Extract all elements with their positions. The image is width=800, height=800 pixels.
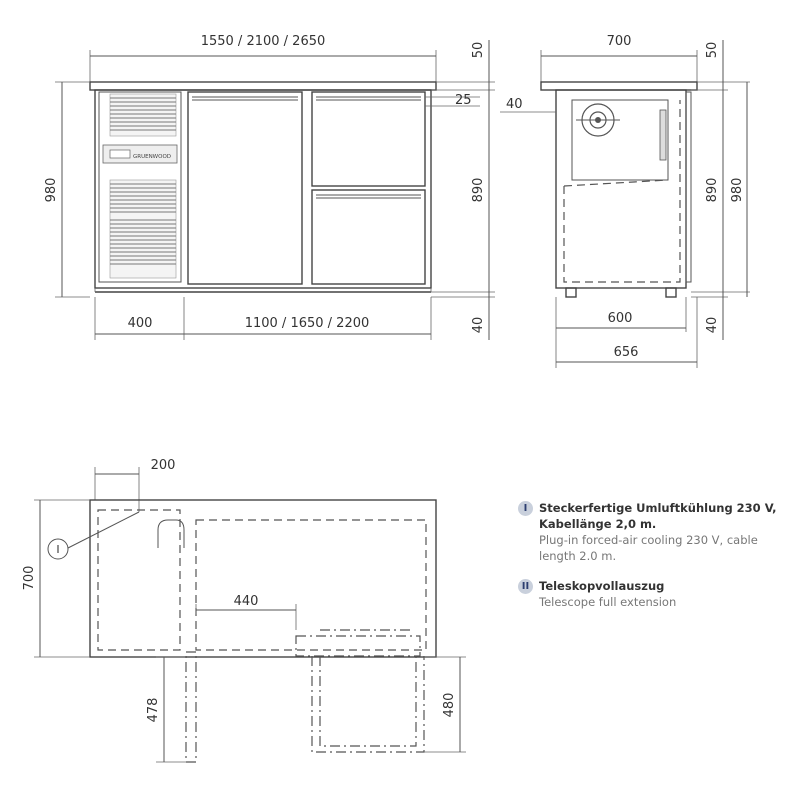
- dim-front-total-width: 1550 / 2100 / 2650: [200, 34, 326, 49]
- door: [188, 92, 302, 284]
- legend-subtitle: Plug-in forced-air cooling 230 V, cable length 2.0 m.: [539, 533, 758, 563]
- dim-side-total-depth: 656: [613, 345, 639, 360]
- plan-drawer-extension: [312, 656, 424, 752]
- dim-side-total-height: 980: [730, 177, 745, 203]
- dim-drawer-reach: 440: [233, 594, 259, 609]
- plan-door-extension: [186, 652, 196, 762]
- dim-front-feet-height: 40: [471, 316, 486, 334]
- legend-title: Steckerfertige Umluftkühlung 230 V, Kabellänge 2,0 m.: [539, 501, 777, 531]
- foot-front: [566, 288, 576, 297]
- dim-drawer-gap: 25: [455, 93, 472, 108]
- legend-item-cooling: [518, 500, 788, 564]
- legend-subtitle: Telescope full extension: [539, 595, 677, 609]
- dim-side-depth-top: 700: [606, 34, 632, 49]
- side-view: [500, 34, 750, 368]
- drawer-lower: [312, 190, 425, 284]
- side-body: [556, 90, 686, 288]
- dim-door-extension: 478: [146, 697, 161, 723]
- legend-title: Teleskopvollauszug: [539, 579, 665, 593]
- dim-side-body-height: 890: [705, 177, 720, 203]
- brand-label: GRUENWOOD: [132, 154, 172, 160]
- dim-compartment-width: 1100 / 1650 / 2200: [244, 316, 370, 331]
- dim-front-body-height: 890: [471, 177, 486, 203]
- side-cooling-unit: [572, 100, 668, 180]
- drawer-upper: [312, 92, 425, 186]
- plan-outline: [90, 500, 436, 657]
- callout-marker-i: I: [56, 543, 60, 556]
- dim-side-top-height: 50: [705, 41, 720, 59]
- front-view: [44, 34, 495, 340]
- legend-item-telescope: [518, 578, 788, 610]
- foot-back: [666, 288, 676, 297]
- vent-grille-top: [110, 94, 176, 136]
- dim-front-top-height: 50: [471, 41, 486, 59]
- dim-side-inner-depth: 600: [607, 311, 633, 326]
- dim-unit-width: 400: [127, 316, 153, 331]
- dim-plan-unit-offset: 200: [150, 458, 176, 473]
- dim-plan-depth: 700: [22, 565, 37, 591]
- legend-marker: I: [518, 501, 533, 516]
- control-display: [103, 145, 177, 163]
- side-worktop: [541, 82, 697, 90]
- dim-side-feet-height: 40: [705, 316, 720, 334]
- plan-cooling-unit: [98, 510, 180, 650]
- dim-side-offset: 40: [506, 97, 523, 112]
- plan-view: [22, 458, 466, 762]
- plan-compartment: [196, 520, 426, 650]
- dim-drawer-extension: 480: [442, 692, 457, 718]
- side-door-edge: [686, 92, 691, 282]
- dim-front-total-height: 980: [44, 177, 59, 203]
- vent-grille-bottom: [110, 180, 176, 278]
- legend-marker: II: [518, 579, 533, 594]
- worktop: [90, 82, 436, 90]
- legend: [518, 500, 788, 624]
